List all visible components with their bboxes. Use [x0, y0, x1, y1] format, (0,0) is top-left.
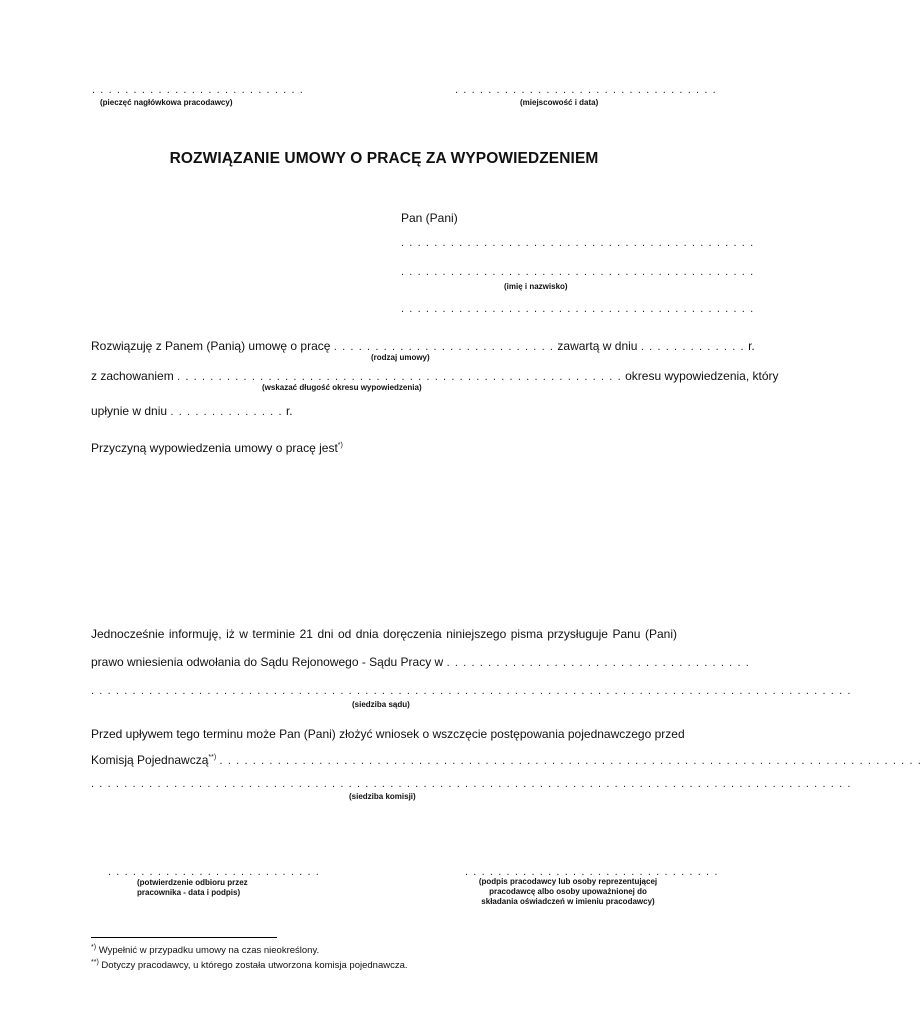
concluded-on-text: zawartą w dniu [557, 339, 638, 353]
addressee-line-2: . . . . . . . . . . . . . . . . . . . . . . . . . . . . . . . . . . . . . . . . . . . [401, 266, 755, 278]
court-dots: . . . . . . . . . . . . . . . . . . . . . . . . . . . . . . . . . . . . . [446, 657, 750, 669]
employer-signature-label-2: pracodawcę albo osoby upoważnionej do [489, 887, 647, 896]
employer-signature-dots: . . . . . . . . . . . . . . . . . . . . . . . . . . . . . . . [465, 866, 719, 878]
notice-period-label: (wskazać długość okresu wypowiedzenia) [262, 383, 422, 392]
expiry-date-dots: . . . . . . . . . . . . . . [170, 406, 283, 418]
addressee-line-1: . . . . . . . . . . . . . . . . . . . . . . . . . . . . . . . . . . . . . . . . . . . [401, 237, 755, 249]
reason-text: Przyczyną wypowiedzenia umowy o pracę jest [91, 441, 338, 455]
notice-period-text: okresu wypowiedzenia, który [625, 369, 779, 383]
commission-seat-label: (siedziba komisji) [349, 792, 416, 801]
notice-period-line [91, 369, 779, 383]
expiry-line [91, 404, 293, 418]
footnote-1-text: Wypełnić w przypadku umowy na czas nieokreślony. [98, 945, 320, 957]
footnote-1-mark: *) [91, 944, 97, 951]
commission-dots: . . . . . . . . . . . . . . . . . . . . . . . . . . . . . . . . . . . . . . . . . . . . . . . . . . . . . . . . . . . . . . . . . . . . . . . . . . . . . . . . . . . . . [219, 755, 922, 767]
appeal-court-text: prawo wniesienia odwołania do Sądu Rejonowego - Sądu Pracy w [91, 655, 444, 669]
place-date-dots: . . . . . . . . . . . . . . . . . . . . . . . . . . . . . . . . [455, 84, 717, 96]
stamp-dots: . . . . . . . . . . . . . . . . . . . . . . . . . . [92, 84, 304, 96]
court-seat-label: (siedziba sądu) [352, 700, 410, 709]
contract-date-dots: . . . . . . . . . . . . . [640, 341, 745, 353]
commission-seat-dots: . . . . . . . . . . . . . . . . . . . . . . . . . . . . . . . . . . . . . . . . . . . . . . . . . . . . . . . . . . . . . . . . . . . . . . . . . . . . . . . . . . . . . . . . . . . . [91, 778, 852, 790]
court-seat-dots: . . . . . . . . . . . . . . . . . . . . . . . . . . . . . . . . . . . . . . . . . . . . . . . . . . . . . . . . . . . . . . . . . . . . . . . . . . . . . . . . . . . . . . . . . . . . [91, 685, 852, 697]
employee-signature-label-1: (potwierdzenie odbioru przez [137, 878, 248, 887]
termination-contract-line [91, 339, 755, 353]
employer-signature-label-1: (podpis pracodawcy lub osoby reprezentującej [478, 877, 658, 886]
with-notice-text: z zachowaniem [91, 369, 174, 383]
termination-text: Rozwiązuję z Panem (Panią) umowę o pracę [91, 339, 331, 353]
contract-type-label: (rodzaj umowy) [371, 353, 430, 362]
footnote-separator [91, 937, 277, 938]
expiry-year-abbrev: r. [285, 404, 293, 418]
footnote-2 [91, 959, 408, 971]
appeal-info-line-1: Jednocześnie informuję, iż w terminie 21 dni od dnia doręczenia niniejszego pisma przysługuje Panu (Pani) [91, 627, 677, 641]
addressee-salutation: Pan (Pani) [401, 211, 458, 225]
commission-text: Komisją Pojednawczą [91, 753, 209, 767]
contract-type-dots: . . . . . . . . . . . . . . . . . . . . . . . . . . . [333, 341, 555, 353]
notice-period-dots: . . . . . . . . . . . . . . . . . . . . . . . . . . . . . . . . . . . . . . . . . . . . . . . . . . . . . . [177, 371, 622, 383]
footnote-2-mark: **) [91, 959, 99, 966]
place-date-label: (miejscowość i data) [520, 98, 599, 107]
year-abbrev: r. [748, 339, 755, 353]
expires-on-text: upłynie w dniu [91, 404, 168, 418]
addressee-line-3: . . . . . . . . . . . . . . . . . . . . . . . . . . . . . . . . . . . . . . . . . . . [401, 303, 755, 315]
employee-signature-dots: . . . . . . . . . . . . . . . . . . . . . . . . . . [108, 866, 320, 878]
addressee-name-label: (imię i nazwisko) [504, 282, 568, 291]
commission-footnote-mark: **) [208, 754, 217, 761]
appeal-info-line-2 [91, 655, 750, 669]
reason-line [91, 441, 343, 455]
reason-footnote-mark: *) [337, 442, 343, 449]
footnote-2-text: Dotyczy pracodawcy, u którego została utworzona komisja pojednawcza. [101, 960, 408, 972]
commission-line-2 [91, 753, 922, 767]
employer-signature-label-3: składania oświadczeń w imieniu pracodawcy) [481, 897, 655, 906]
footnote-1 [91, 944, 319, 956]
employee-signature-label-2: pracownika - data i podpis) [137, 888, 241, 897]
document-title: ROZWIĄZANIE UMOWY O PRACĘ ZA WYPOWIEDZENIEM [169, 150, 599, 167]
commission-line-1: Przed upływem tego terminu może Pan (Pani) złożyć wniosek o wszczęcie postępowania pojednawczego przed [91, 727, 685, 741]
stamp-label: (pieczęć nagłówkowa pracodawcy) [100, 98, 233, 107]
